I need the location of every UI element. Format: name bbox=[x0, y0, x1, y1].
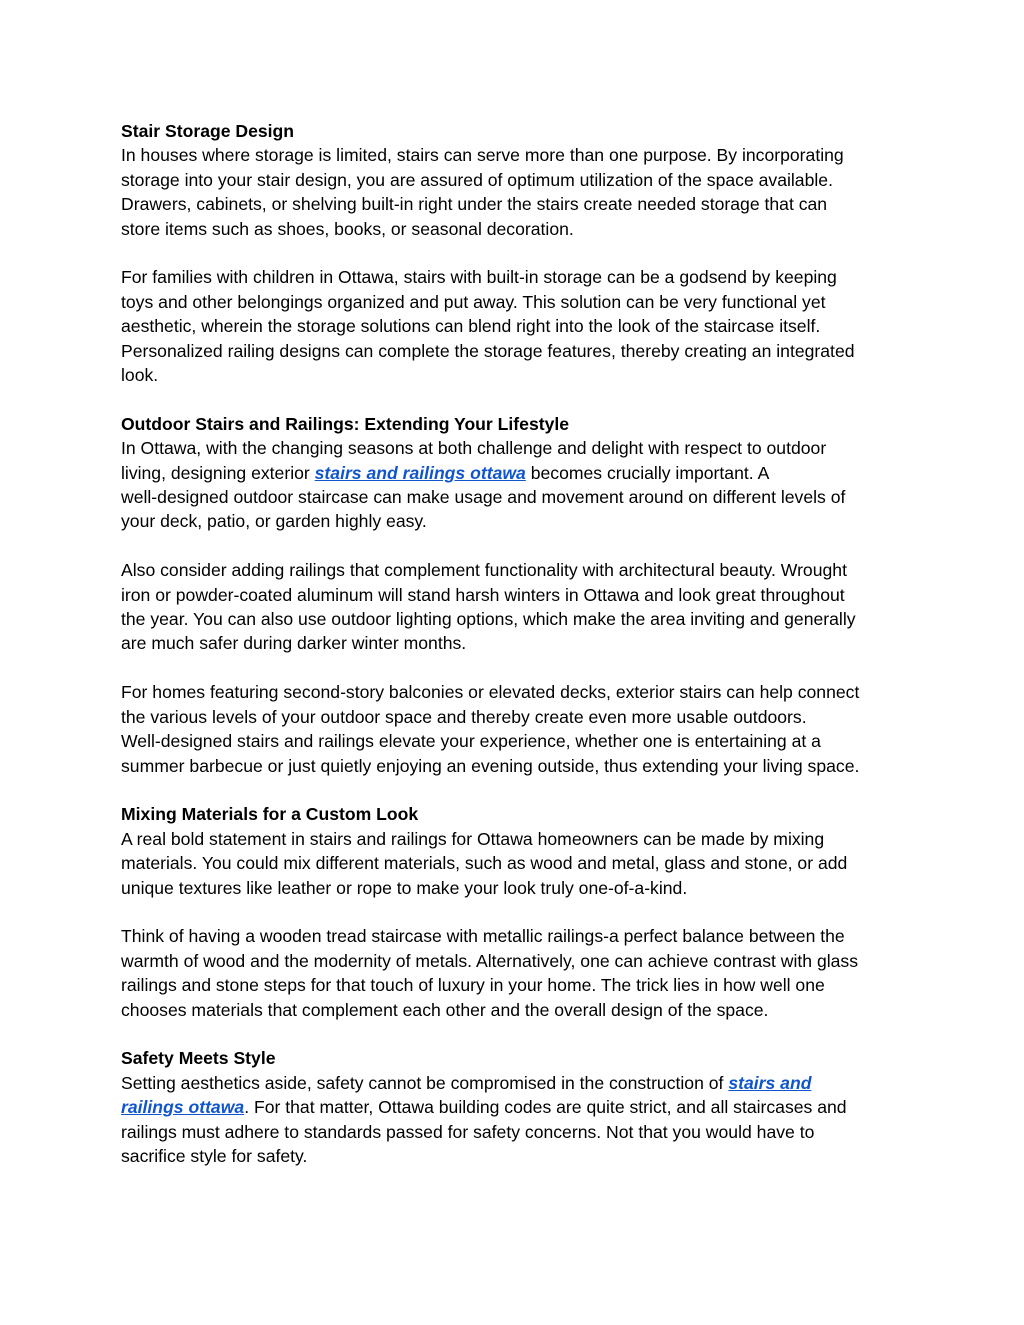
paragraph-spacer bbox=[121, 900, 901, 924]
section-heading-stair-storage: Stair Storage Design bbox=[121, 121, 295, 141]
paragraph-spacer bbox=[121, 387, 901, 411]
paragraph-spacer bbox=[121, 241, 901, 265]
paragraph: In houses where storage is limited, stairs can serve more than one purpose. By incorporating storage into your stair design, you are assured of optimum utilization of the space available. Drawers, cabinets, or shelving built-in right under the stairs create needed storage that can store items such as shoes, books, or seasonal decoration. bbox=[121, 145, 844, 239]
paragraph-text-after-link: becomes crucially important. A well-designed outdoor staircase can make usage and movement around on different levels of your deck, patio, or garden highly easy. bbox=[121, 462, 846, 532]
section-heading-safety-meets-style: Safety Meets Style bbox=[121, 1048, 276, 1069]
paragraph-spacer bbox=[121, 1022, 901, 1046]
paragraph-spacer bbox=[121, 656, 901, 680]
stairs-railings-ottawa-link[interactable]: stairs and railings ottawa bbox=[314, 462, 526, 483]
paragraph: Also consider adding railings that complement functionality with architectural beauty. Wrought iron or powder-coated aluminum will stand harsh winters in Ottawa and look great throughout the year. You can also use outdoor lighting options, which make the area inviting and generally are much safer during darker winter months. bbox=[121, 560, 856, 654]
paragraph-text-before-link: Setting aesthetics aside, safety cannot be compromised in the construction of bbox=[121, 1072, 729, 1093]
paragraph-spacer bbox=[121, 534, 901, 558]
stairs-railings-ottawa-link[interactable]: stairs and railings ottawa bbox=[121, 1072, 812, 1118]
paragraph-spacer bbox=[121, 778, 901, 802]
paragraph: A real bold statement in stairs and railings for Ottawa homeowners can be made by mixing materials. You could mix different materials, such as wood and metal, glass and stone, or add unique textures like leather or rope to make your look truly one-of-a-kind. bbox=[121, 828, 848, 898]
paragraph: For homes featuring second-story balconies or elevated decks, exterior stairs can help connect the various levels of your outdoor space and thereby create even more usable outdoors. Well-designed stairs and railings elevate your experience, whether one is entertaining at a summer barbecue or just quietly enjoying an evening outside, thus extending your living space. bbox=[121, 682, 860, 776]
document-page bbox=[121, 119, 901, 1168]
paragraph-text-before-link: In Ottawa, with the changing seasons at both challenge and delight with respect to outdoor living, designing exterior bbox=[121, 438, 827, 483]
paragraph-with-link bbox=[121, 436, 901, 534]
paragraph-with-link bbox=[121, 1071, 901, 1169]
paragraph-text-after-link: . For that matter, Ottawa building codes are quite strict, and all staircases and railings must adhere to standards passed for safety concerns. Not that you would have to sacrifice style for safety. bbox=[121, 1097, 847, 1166]
paragraph: Think of having a wooden tread staircase with metallic railings-a perfect balance between the warmth of wood and the modernity of metals. Alternatively, one can achieve contrast with glass railings and stone steps for that touch of luxury in your home. The trick lies in how well one chooses materials that complement each other and the overall design of the space. bbox=[121, 926, 859, 1020]
paragraph: For families with children in Ottawa, stairs with built-in storage can be a godsend by keeping toys and other belongings organized and put away. This solution can be very functional yet aesthetic, wherein the storage solutions can blend right into the look of the staircase itself. Personalized railing designs can complete the storage features, thereby creating an integrated look. bbox=[121, 267, 855, 386]
section-heading-mixing-materials: Mixing Materials for a Custom Look bbox=[121, 804, 419, 825]
section-heading-outdoor-stairs: Outdoor Stairs and Railings: Extending Your Lifestyle bbox=[121, 413, 570, 434]
